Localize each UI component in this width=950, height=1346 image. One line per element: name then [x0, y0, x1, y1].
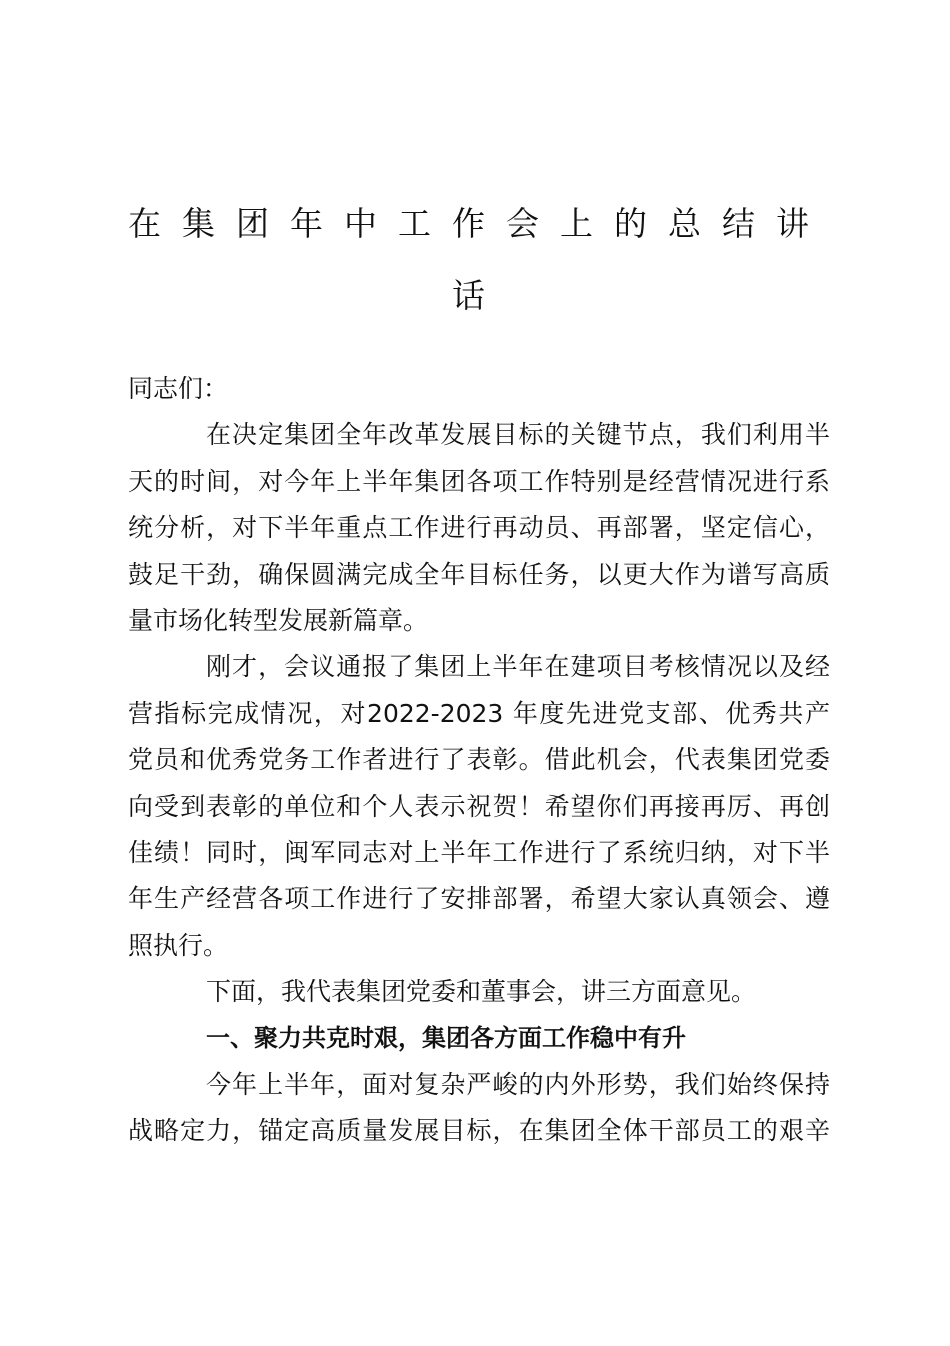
paragraph-line: 在决定集团全年改革发展目标的关键节点，我们利用半 — [206, 420, 830, 450]
section-heading: 一、聚力共克时艰，集团各方面工作稳中有升 — [206, 1024, 686, 1053]
paragraph-line: 下面，我代表集团党委和董事会，讲三方面意见。 — [206, 977, 757, 1007]
paragraph-line: 今年上半年，面对复杂严峻的内外形势，我们始终保持 — [206, 1069, 830, 1099]
paragraph-line: 鼓足干劲，确保圆满完成全年目标任务，以更大作为谱写高质 — [128, 559, 830, 589]
paragraph-line: 年生产经营各项工作进行了安排部署，希望大家认真领会、遵 — [128, 884, 830, 914]
paragraph-line: 统分析，对下半年重点工作进行再动员、再部署，坚定信心， — [128, 513, 830, 543]
paragraph-line: 量市场化转型发展新篇章。 — [128, 605, 429, 635]
paragraph-line: 向受到表彰的单位和个人表示祝贺！希望你们再接再厉、再创 — [128, 791, 830, 821]
paragraph-line: 党员和优秀党务工作者进行了表彰。借此机会，代表集团党委 — [128, 745, 830, 775]
paragraph-line: 营指标完成情况，对2022-2023 年度先进党支部、优秀共产 — [128, 698, 830, 728]
paragraph-line: 照执行。 — [128, 930, 229, 960]
paragraph-line: 佳绩！同时，闽军同志对上半年工作进行了系统归纳，对下半 — [128, 837, 830, 867]
document-title: 在集团年中工作会上的总结讲话 — [128, 204, 830, 315]
document-body — [128, 366, 830, 1155]
paragraph-line: 战略定力，锚定高质量发展目标，在集团全体干部员工的艰辛 — [128, 1116, 830, 1146]
paragraph-line: 天的时间，对今年上半年集团各项工作特别是经营情况进行系 — [128, 466, 830, 496]
paragraph-line: 刚才，会议通报了集团上半年在建项目考核情况以及经 — [206, 652, 830, 682]
salutation: 同志们： — [128, 374, 229, 403]
